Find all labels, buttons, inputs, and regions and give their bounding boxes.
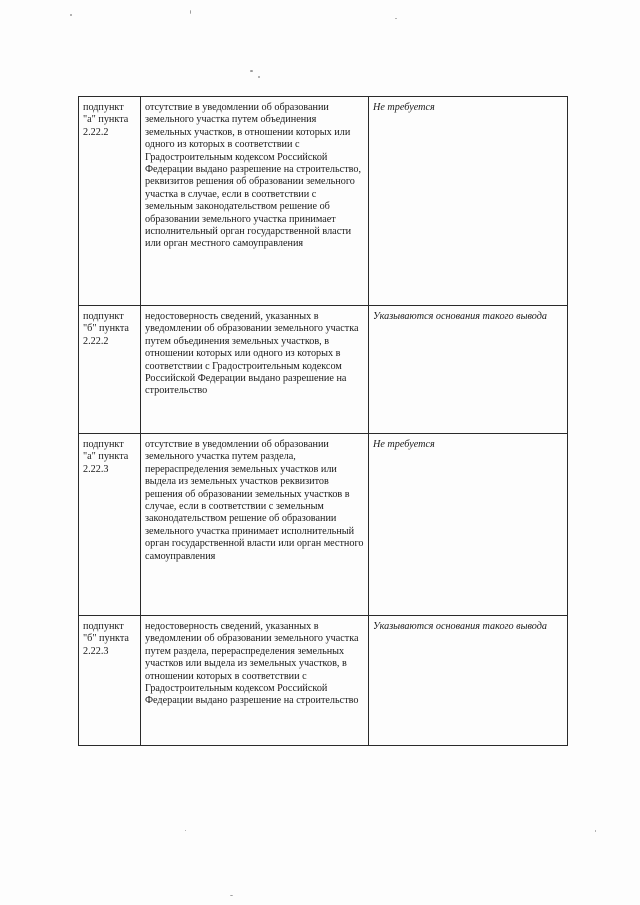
- scan-speck: [250, 70, 253, 72]
- point-reference: подпункт "б" пункта 2.22.3: [79, 616, 141, 746]
- explanation-text: Не требуется: [369, 97, 568, 306]
- scan-speck: [230, 895, 233, 896]
- refusal-ground-text: недостоверность сведений, указанных в уведомлении об образовании земельного участка путем объединения земельных участков, в отношении которых или одного из которых в соответствии с Градостроительным кодексом Российской Федерации выдано разрешение на строительство: [141, 306, 369, 434]
- table-row: [79, 97, 568, 306]
- scan-speck: [258, 76, 260, 78]
- table-row: [79, 434, 568, 616]
- point-reference: подпункт "а" пункта 2.22.2: [79, 97, 141, 306]
- point-reference: подпункт "б" пункта 2.22.2: [79, 306, 141, 434]
- point-reference: подпункт "а" пункта 2.22.3: [79, 434, 141, 616]
- explanation-text: Указываются основания такого вывода: [369, 306, 568, 434]
- refusal-ground-text: отсутствие в уведомлении об образовании земельного участка путем раздела, перераспределения земельных участков или выдела из земельных участков реквизитов решения об образовании земельных участков в случае, если в соответствии с земельным законодательством решение об образовании земельного участка принимает исполнительный орган государственной власти или орган местного самоуправления: [141, 434, 369, 616]
- refusal-ground-text: отсутствие в уведомлении об образовании земельного участка путем объединения земельных участков, в отношении которых или одного из которых в соответствии с Градостроительным кодексом Российской Федерации выдано разрешение на строительство, реквизитов решения об образовании земельного участка в случае, если в соответствии с земельным законодательством решение об образовании земельного участка принимает исполнительный орган государственной власти или орган местного самоуправления: [141, 97, 369, 306]
- refusal-ground-text: недостоверность сведений, указанных в уведомлении об образовании земельного участка путем раздела, перераспределения земельных участков или выдела из земельных участков, в отношении которых в соответствии с Градостроительным кодексом Российской Федерации выдано разрешение на строительство: [141, 616, 369, 746]
- refusal-grounds-table: [78, 96, 568, 746]
- scan-speck: [595, 830, 596, 832]
- explanation-text: Не требуется: [369, 434, 568, 616]
- scan-speck: [190, 10, 191, 14]
- explanation-text: Указываются основания такого вывода: [369, 616, 568, 746]
- scan-speck: [185, 830, 186, 831]
- scan-speck: [70, 14, 72, 16]
- scan-speck: [395, 18, 397, 19]
- table-row: [79, 306, 568, 434]
- table-row: [79, 616, 568, 746]
